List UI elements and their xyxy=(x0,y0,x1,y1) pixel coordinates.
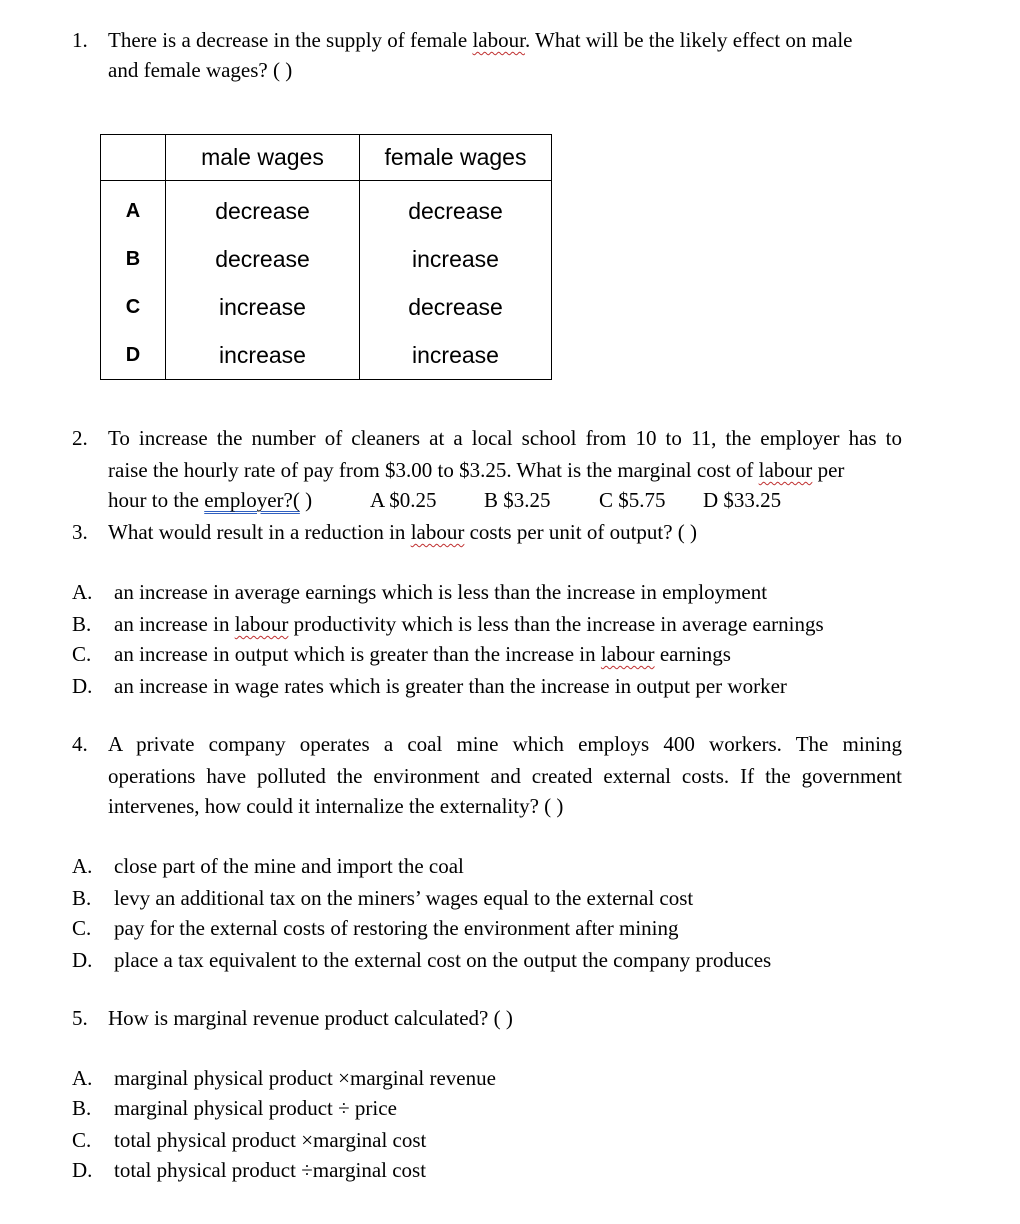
q3-number: 3. xyxy=(72,520,88,544)
q2-number: 2. xyxy=(72,426,88,450)
row-letter: D xyxy=(101,331,166,380)
q5-stem: How is marginal revenue product calculated? ( ) xyxy=(108,1006,513,1030)
q3-spellcheck-word: labour xyxy=(410,520,465,544)
q4-option-d-letter: D. xyxy=(72,948,93,972)
q2-stem-line-1: To increase the number of cleaners at a local school from 10 to 11, the employer has to xyxy=(108,426,902,450)
table-row xyxy=(101,283,552,331)
row-male-wages: decrease xyxy=(166,181,360,236)
q3-option-b-spellcheck-word: labour xyxy=(234,612,289,636)
row-letter: A xyxy=(101,181,166,236)
q4-stem-line-1: A private company operates a coal mine which employs 400 workers. The mining xyxy=(108,732,902,756)
q2-option-d: D $33.25 xyxy=(703,488,782,512)
q5-number: 5. xyxy=(72,1006,88,1030)
q4-stem-line-2: operations have polluted the environment and created external costs. If the government xyxy=(108,764,902,788)
table-row xyxy=(101,331,552,380)
table-header-male-wages: male wages xyxy=(166,135,360,181)
row-female-wages: increase xyxy=(360,235,552,283)
table-row xyxy=(101,181,552,236)
q3-option-c-text: an increase in output which is greater than the increase in labour earnings xyxy=(114,642,731,666)
q1-stem-line-2: and female wages? ( ) xyxy=(108,58,293,82)
q3-option-c-letter: C. xyxy=(72,642,92,666)
table-row xyxy=(101,235,552,283)
q3-option-d-letter: D. xyxy=(72,674,93,698)
q5-option-b-text: marginal physical product ÷ price xyxy=(114,1096,397,1120)
q4-option-c-letter: C. xyxy=(72,916,92,940)
row-male-wages: increase xyxy=(166,331,360,380)
q2-grammar-word: employer?( xyxy=(204,488,300,512)
q5-option-b-letter: B. xyxy=(72,1096,92,1120)
q4-option-b-letter: B. xyxy=(72,886,92,910)
q4-stem-line-3: intervenes, how could it internalize the externality? ( ) xyxy=(108,794,564,818)
q4-option-c-text: pay for the external costs of restoring the environment after mining xyxy=(114,916,679,940)
q5-option-d-text: total physical product ÷marginal cost xyxy=(114,1158,427,1182)
row-male-wages: increase xyxy=(166,283,360,331)
q4-number: 4. xyxy=(72,732,88,756)
q2-spellcheck-word: labour xyxy=(758,458,813,482)
q4-option-d-text: place a tax equivalent to the external cost on the output the company produces xyxy=(114,948,772,972)
q2-stem-line-3: hour to the employer?( ) xyxy=(108,488,313,512)
q4-option-b-text: levy an additional tax on the miners’ wages equal to the external cost xyxy=(114,886,694,910)
q3-option-b-text: an increase in labour productivity which is less than the increase in average earnings xyxy=(114,612,824,636)
q1-stem-line-1: There is a decrease in the supply of female labour. What will be the likely effect on male xyxy=(108,28,853,52)
q5-option-c-text: total physical product ×marginal cost xyxy=(114,1128,427,1152)
q3-option-d-text: an increase in wage rates which is greater than the increase in output per worker xyxy=(114,674,787,698)
q3-option-c-spellcheck-word: labour xyxy=(600,642,655,666)
q2-option-c: C $5.75 xyxy=(599,488,666,512)
row-letter: B xyxy=(101,235,166,283)
row-female-wages: decrease xyxy=(360,283,552,331)
row-letter: C xyxy=(101,283,166,331)
q1-spellcheck-word: labour xyxy=(472,28,525,52)
q3-option-a-letter: A. xyxy=(72,580,93,604)
q5-option-d-letter: D. xyxy=(72,1158,93,1182)
q5-option-a-letter: A. xyxy=(72,1066,93,1090)
table-header-blank xyxy=(101,135,166,181)
row-female-wages: decrease xyxy=(360,181,552,236)
q5-option-a-text: marginal physical product ×marginal revenue xyxy=(114,1066,496,1090)
row-female-wages: increase xyxy=(360,331,552,380)
q1-answer-table xyxy=(100,134,552,380)
q4-option-a-letter: A. xyxy=(72,854,93,878)
q2-option-b: B $3.25 xyxy=(484,488,551,512)
q4-option-a-text: close part of the mine and import the coal xyxy=(114,854,464,878)
row-male-wages: decrease xyxy=(166,235,360,283)
q3-stem: What would result in a reduction in labour costs per unit of output? ( ) xyxy=(108,520,698,544)
q3-option-b-letter: B. xyxy=(72,612,92,636)
table-header-female-wages: female wages xyxy=(360,135,552,181)
q5-option-c-letter: C. xyxy=(72,1128,92,1152)
q2-stem-line-2: raise the hourly rate of pay from $3.00 to $3.25. What is the marginal cost of labour per xyxy=(108,458,845,482)
q2-option-a: A $0.25 xyxy=(370,488,437,512)
q3-option-a-text: an increase in average earnings which is less than the increase in employment xyxy=(114,580,768,604)
q1-number: 1. xyxy=(72,28,88,52)
